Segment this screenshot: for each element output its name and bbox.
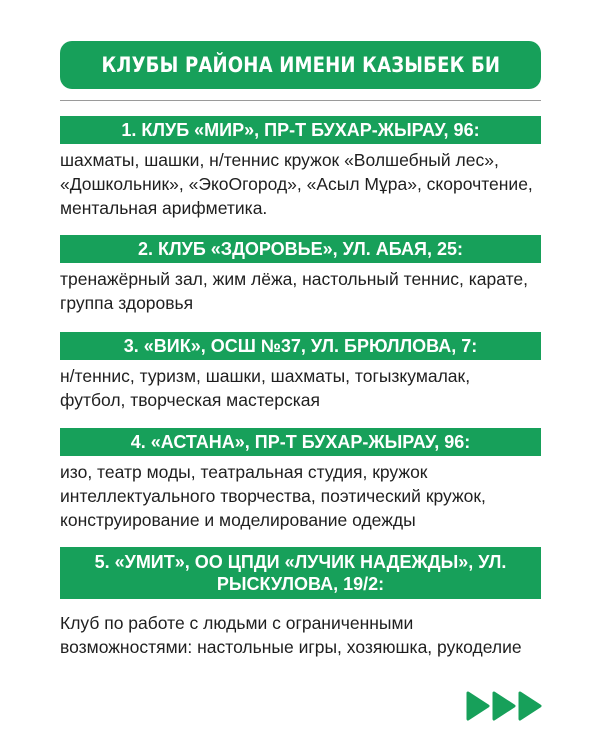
club-heading: 3. «ВИК», ОСШ №37, УЛ. БРЮЛЛОВА, 7: — [60, 332, 541, 360]
club-heading: 4. «АСТАНА», ПР-Т БУХАР-ЖЫРАУ, 96: — [60, 428, 541, 456]
page-title-banner — [60, 41, 541, 89]
club-card — [60, 116, 541, 220]
club-heading: 1. КЛУБ «МИР», ПР-Т БУХАР-ЖЫРАУ, 96: — [60, 116, 541, 144]
divider — [60, 100, 541, 101]
club-card — [60, 547, 541, 659]
club-card — [60, 428, 541, 532]
play-arrow-icon — [518, 691, 542, 721]
club-heading: 2. КЛУБ «ЗДОРОВЬЕ», УЛ. АБАЯ, 25: — [60, 235, 541, 263]
play-arrow-icon — [492, 691, 516, 721]
club-activities: изо, театр моды, театральная студия, кружок интеллектуального творчества, поэтический кружок, конструирование и моделирование одежды — [60, 462, 486, 530]
club-card — [60, 332, 541, 412]
club-card — [60, 235, 541, 315]
club-activities: н/теннис, туризм, шашки, шахматы, тогызкумалак, футбол, творческая мастерская — [60, 366, 471, 410]
club-heading: 5. «УМИТ», ОО ЦПДИ «ЛУЧИК НАДЕЖДЫ», УЛ. РЫСКУЛОВА, 19/2: — [60, 547, 541, 599]
club-activities: тренажёрный зал, жим лёжа, настольный теннис, карате, группа здоровья — [60, 269, 529, 313]
club-activities: шахматы, шашки, н/теннис кружок «Волшебный лес», «Дошкольник», «ЭкоОгород», «Асыл Мұра», скорочтение, ментальная арифметика. — [60, 150, 533, 218]
play-arrow-icon — [466, 691, 490, 721]
triple-play-arrows-icon[interactable] — [466, 691, 542, 721]
page-title: КЛУБЫ РАЙОНА ИМЕНИ КАЗЫБЕК БИ — [101, 53, 500, 77]
club-activities: Клуб по работе с людьми с ограниченными возможностями: настольные игры, хозяюшка, рукоделие — [60, 613, 522, 657]
